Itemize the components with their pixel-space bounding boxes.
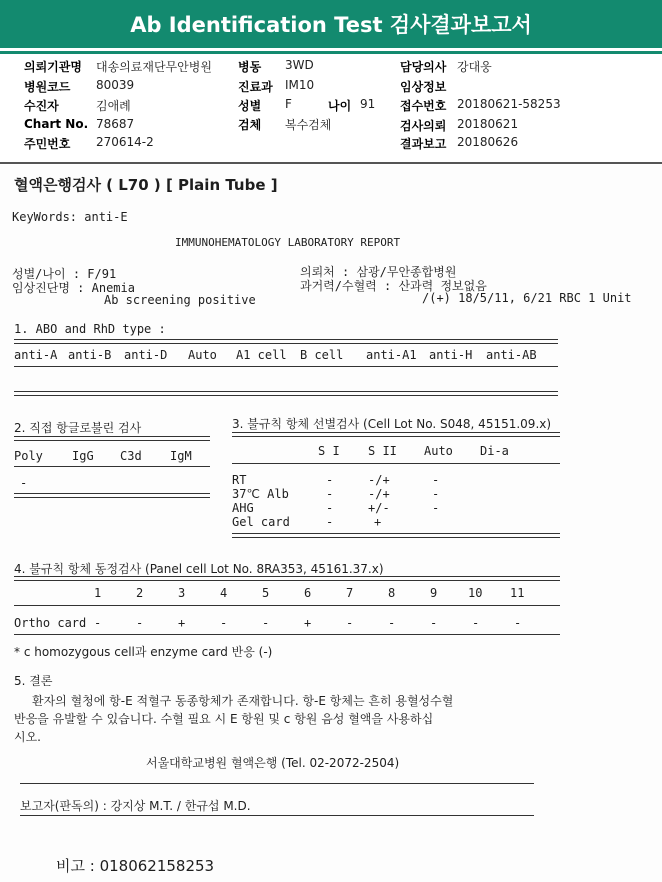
- double-rule: [232, 432, 560, 437]
- screen-s1: -: [326, 515, 334, 529]
- panel-value: -: [136, 616, 144, 630]
- keywords: KeyWords: anti-E: [12, 210, 128, 224]
- dat-col: IgG: [72, 449, 94, 463]
- hospital-contact: 서울대학교병원 혈액은행 (Tel. 02-2072-2504): [146, 756, 400, 770]
- field-label: 진료과: [238, 80, 273, 94]
- lab-title: IMMUNOHEMATOLOGY LABORATORY REPORT: [175, 236, 401, 249]
- panel-col: 4: [220, 586, 228, 600]
- section-conclusion: 5. 결론: [14, 674, 53, 688]
- screen-s2: +: [374, 515, 382, 529]
- field-value: 김애례: [96, 99, 131, 113]
- sex-age: 성별/나이 : F/91: [12, 267, 117, 281]
- double-rule: [232, 533, 560, 538]
- screen-s2: -/+: [368, 473, 390, 487]
- rule: [20, 783, 534, 784]
- screen-phase: Gel card: [232, 515, 290, 529]
- dat-col: Poly: [14, 449, 43, 463]
- field-value: 대송의료재단무안병원: [96, 60, 212, 74]
- field-label: 주민번호: [24, 137, 71, 151]
- section-abo: 1. ABO and RhD type :: [14, 322, 166, 336]
- section-dat: 2. 직접 항글로불린 검사: [14, 421, 142, 435]
- transfusion-history: /(+) 18/5/11, 6/21 RBC 1 Unit: [422, 291, 632, 305]
- double-rule: [14, 339, 558, 344]
- screen-auto: -: [432, 473, 440, 487]
- rule: [14, 634, 560, 635]
- screen-s2: +/-: [368, 501, 390, 515]
- panel-col: 7: [346, 586, 354, 600]
- field-label: 나이: [328, 99, 352, 113]
- field-label: 병동: [238, 60, 262, 74]
- abo-col: B cell: [300, 348, 344, 362]
- field-label: 검사의뢰: [400, 119, 447, 133]
- conclusion-line: 반응을 유발할 수 있습니다. 수혈 필요 시 E 항원 및 c 항원 음성 혈액을 사용하십: [14, 712, 434, 726]
- abo-col: anti-AB: [486, 348, 537, 362]
- screen-col: Auto: [424, 444, 453, 458]
- abo-col: Auto: [188, 348, 217, 362]
- field-label: 임상정보: [400, 80, 447, 94]
- panel-value: -: [94, 616, 102, 630]
- field-label: 담당의사: [400, 60, 447, 74]
- field-value: 강대웅: [457, 60, 492, 74]
- field-value: 20180621: [457, 117, 519, 131]
- panel-col: 5: [262, 586, 270, 600]
- panel-col: 2: [136, 586, 144, 600]
- diagnosis: 임상진단명 : Anemia: [12, 281, 135, 295]
- dat-col: IgM: [170, 449, 192, 463]
- panel-value: -: [220, 616, 228, 630]
- panel-col: 6: [304, 586, 312, 600]
- abo-col: anti-B: [68, 348, 112, 362]
- report-title: Ab Identification Test 검사결과보고서: [130, 13, 532, 37]
- field-value: IM10: [285, 78, 315, 92]
- field-value: 78687: [96, 117, 135, 131]
- panel-col: 8: [388, 586, 396, 600]
- field-value: 80039: [96, 78, 135, 92]
- abo-col: A1 cell: [236, 348, 287, 362]
- screen-s1: -: [326, 501, 334, 515]
- panel-value: -: [346, 616, 354, 630]
- screen-s2: -/+: [368, 487, 390, 501]
- field-label: 의뢰기관명: [24, 60, 82, 74]
- field-value: 20180626: [457, 135, 519, 149]
- dat-col: C3d: [120, 449, 142, 463]
- field-label: 접수번호: [400, 99, 447, 113]
- scan-title: 혈액은행검사 ( L70 ) [ Plain Tube ]: [14, 176, 278, 194]
- banner-underline: [0, 51, 662, 54]
- double-rule: [14, 436, 210, 441]
- panel-value: +: [304, 616, 312, 630]
- report-title-banner: [0, 0, 662, 48]
- double-rule: [14, 391, 558, 396]
- screen-auto: -: [432, 487, 440, 501]
- field-value: 270614-2: [96, 135, 154, 149]
- double-rule: [14, 576, 560, 581]
- section-screen: 3. 불규칙 항체 선별검사 (Cell Lot No. S048, 45151.09.x): [232, 417, 552, 431]
- panel-value: -: [472, 616, 480, 630]
- panel-row-label: Ortho card: [14, 616, 87, 630]
- abo-col: anti-A1: [366, 348, 417, 362]
- diagnosis-detail: Ab screening positive: [104, 293, 256, 307]
- field-value: 3WD: [285, 58, 314, 72]
- rule: [14, 605, 560, 606]
- remark: 비고 : 018062158253: [56, 857, 215, 875]
- double-rule: [14, 493, 210, 498]
- panel-value: -: [514, 616, 522, 630]
- panel-value: -: [262, 616, 270, 630]
- conclusion-line: 환자의 혈청에 항-E 적혈구 동종항체가 존재합니다. 항-E 항체는 흔히 용혈성수혈: [32, 694, 454, 708]
- rule: [14, 466, 210, 467]
- panel-col: 11: [510, 586, 525, 600]
- field-label: 검체: [238, 118, 262, 132]
- screen-phase: RT: [232, 473, 247, 487]
- screen-col: S II: [368, 444, 397, 458]
- screen-col: S I: [318, 444, 340, 458]
- panel-col: 9: [430, 586, 438, 600]
- field-value: 91: [360, 97, 376, 111]
- field-value: F: [285, 97, 292, 111]
- panel-value: +: [178, 616, 186, 630]
- field-label: Chart No.: [24, 117, 89, 131]
- rule: [20, 815, 534, 816]
- dat-value: -: [20, 476, 28, 490]
- field-label: 결과보고: [400, 137, 447, 151]
- abo-col: anti-A: [14, 348, 58, 362]
- history: 과거력/수혈력 : 산과력 정보없음: [300, 279, 487, 293]
- field-label: 병원코드: [24, 80, 71, 94]
- requester: 의뢰처 : 삼광/무안종합병원: [300, 265, 457, 279]
- abo-col: anti-D: [124, 348, 168, 362]
- panel-col: 10: [468, 586, 483, 600]
- screen-s1: -: [326, 487, 334, 501]
- abo-col: anti-H: [429, 348, 473, 362]
- panel-col: 3: [178, 586, 186, 600]
- header-divider: [0, 162, 662, 164]
- rule: [14, 366, 558, 367]
- field-value: 복수검체: [285, 118, 332, 132]
- panel-note: * c homozygous cell과 enzyme card 반응 (-): [14, 645, 273, 659]
- screen-phase: AHG: [232, 501, 254, 515]
- panel-value: -: [388, 616, 396, 630]
- section-panel: 4. 불규칙 항체 동정검사 (Panel cell Lot No. 8RA353, 45161.37.x): [14, 562, 384, 576]
- rule: [232, 463, 560, 464]
- field-label: 수진자: [24, 99, 59, 113]
- panel-value: -: [430, 616, 438, 630]
- field-value: 20180621-58253: [457, 97, 561, 111]
- screen-col: Di-a: [480, 444, 509, 458]
- screen-s1: -: [326, 473, 334, 487]
- field-label: 성별: [238, 99, 262, 113]
- reporter: 보고자(판독의) : 강지상 M.T. / 한규섭 M.D.: [20, 799, 251, 813]
- screen-phase: 37℃ Alb: [232, 487, 289, 501]
- screen-auto: -: [432, 501, 440, 515]
- panel-col: 1: [94, 586, 102, 600]
- conclusion-line: 시오.: [14, 730, 41, 744]
